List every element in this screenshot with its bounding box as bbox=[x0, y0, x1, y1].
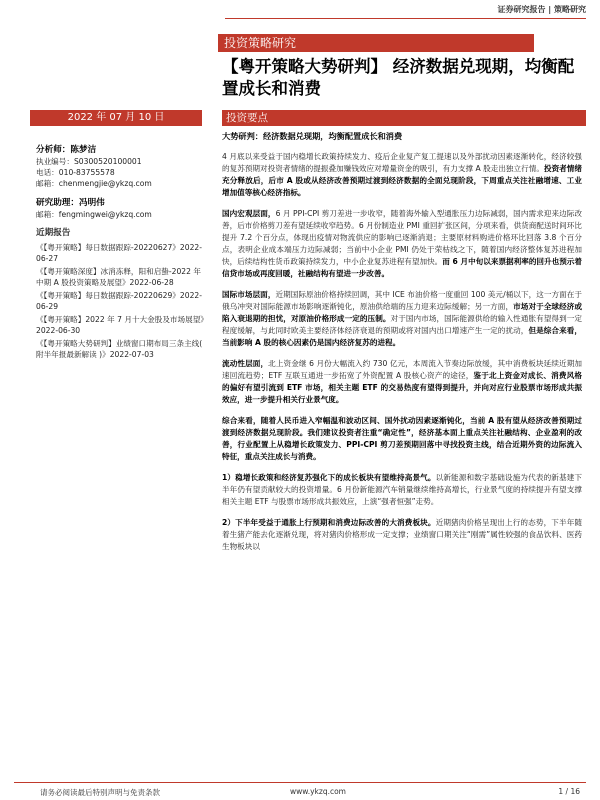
p2-text: 6 月 PPI-CPI 剪刀差进一步收窄，随着海外输入型通胀压力边际减弱，国内需求迎来边际改善，后市价格剪刀差有望延续收窄趋势。6 月份制造业 PMI 重回扩张区间，分项来看，供货商配送时间环比提升 7.2 个百分点，体现出疫情对物流供应的影响已逐渐消退；主要原材料购进价格环比回落 3.8 个百分点，表明企业成本端压力边际减弱；当前中小企业 PMI 仍处于荣枯线之下，随着国内经济整体复苏进程加快，后续结构性货币政策持续发力，中小企业复苏进程有望加快。 bbox=[222, 209, 583, 266]
page-number: 1 / 16 bbox=[558, 787, 580, 796]
assistant-label: 研究助理： bbox=[36, 198, 79, 208]
report-type-tag: 证券研究报告 | 策略研究 bbox=[497, 5, 586, 14]
disclaimer-text: 请务必阅读最后特别声明与免责条款 bbox=[40, 788, 160, 797]
analyst-label: 分析师： bbox=[36, 145, 71, 155]
p3-text: 近期国际原油价格持续回调，其中 ICE 布油价格一度重回 100 美元/桶以下，这一方面在于俄乌冲突对国际能源市场影响逐渐钝化，原油供给端的压力迎来边际缓解；另一方面， bbox=[222, 290, 583, 311]
page-footer bbox=[0, 782, 600, 800]
summary-headline: 大势研判：经济数据兑现期，均衡配置成长和消费 bbox=[222, 131, 403, 141]
analyst-cert: 执业编号：S0300520100001 bbox=[36, 157, 142, 166]
left-sidebar bbox=[36, 144, 208, 362]
footer-rule bbox=[14, 782, 586, 783]
p4-lead: 流动性层面， bbox=[222, 359, 269, 368]
website-link[interactable]: www.ykzq.com bbox=[290, 787, 346, 796]
p1-text: 4 月底以来受益于国内稳增长政策持续发力、疫后企业复产复工提速以及外部扰动因素逐渐转化，经济较强的复苏预期对投资者情绪的提振叠加赚钱效应对增量资金的吸引，有力支撑 A 股走出独立行情。 bbox=[222, 152, 582, 173]
p4-emphasis: 鉴于北上资金对成长、消费风格的偏好有望引流到 ETF 市场，相关主题 ETF 的交易热度有望得到提升，并向对应行业股票市场形成共振效应，进一步提升相关行业景气度。 bbox=[222, 371, 582, 404]
p5-emphasis: 综合来看，随着人民币进入窄幅温和波动区间、国外扰动因素逐渐钝化，当前 A 股有望从经济改善预期过渡到经济数据兑现阶段。我们建议投资者注重“确定性”，经济基本面上重点关注社融结构、企业盈利的改善，行业配置上从稳增长政策发力、PPI-CPI 剪刀差预期回落中寻找投资主线，结合近期外资的边际流入特征，重点关注成长与消费。 bbox=[222, 416, 582, 461]
p2-lead: 国内宏观层面， bbox=[222, 209, 276, 218]
p4-text: 北上资金继 6 月份大幅流入约 730 亿元，本周流入节奏边际放缓，其中消费板块延续近期加速回流趋势；ETF 互联互通进一步拓宽了外资配置 A 股核心资产的途径， bbox=[222, 359, 583, 380]
p6-emphasis: 1）稳增长政策和经济复苏强化下的成长板块有望维持高景气。 bbox=[222, 473, 436, 482]
top-header bbox=[0, 0, 600, 20]
p2-emphasis: 而 6 月中旬以来票据利率的回升也预示着信贷市场或再度回暖，社融结构有望进一步改善。 bbox=[222, 257, 583, 278]
section-header: 投资要点 bbox=[222, 110, 586, 126]
analyst-block bbox=[36, 144, 208, 189]
p3-emphasis: 市场对于全球经济或陷入衰退期的担忧，对原油价格形成一定的压制。 bbox=[222, 302, 583, 323]
analyst-email: 邮箱：chenmengjie@ykzq.com bbox=[36, 179, 152, 188]
analyst-phone: 电话：010-83755578 bbox=[36, 168, 115, 177]
report-title: 【粤开策略大势研判】 经济数据兑现期，均衡配置成长和消费 bbox=[222, 57, 575, 98]
p7-text: 近期猪肉价格呈现出上行的态势，下半年随着生猪产能去化逐渐兑现，将对猪肉价格形成一定支撑；业绩窗口期关注“刚需”属性较强的食品饮料、医药生物板块以 bbox=[222, 518, 583, 551]
assistant-email: 邮箱：fengmingwei@ykzq.com bbox=[36, 210, 152, 219]
paragraph-4 bbox=[222, 358, 582, 406]
recent-report-item[interactable]: 《【粤开策略】每日数据跟踪-20220627》2022-06-27 bbox=[36, 243, 202, 263]
assistant-block bbox=[36, 197, 208, 220]
paragraph-7 bbox=[222, 517, 582, 553]
paragraph-3 bbox=[222, 289, 582, 349]
recent-report-item[interactable]: 《【粤开策略】2022 年 7 月十大金股及市场展望》2022-06-30 bbox=[36, 315, 208, 335]
analyst-name: 陈梦洁 bbox=[70, 145, 97, 155]
p1-emphasis: 投资者情绪充分释放后，后市 A 股或从经济改善预期过渡到经济数据的全面兑现阶段，下周重点关注社融增速、工业增加值等核心经济指标。 bbox=[222, 164, 582, 197]
p3-emphasis-2: 但是综合来看，当前影响 A 股的核心因素仍是国内经济复苏的进程。 bbox=[222, 326, 582, 347]
category-banner: 投资策略研究 bbox=[218, 34, 534, 52]
recent-report-item[interactable]: 《【粤开策略大势研判】业绩窗口期布局三条主线( 附半年报最新解读 )》2022-07-03 bbox=[36, 339, 203, 359]
recent-reports-heading: 近期报告 bbox=[36, 228, 71, 238]
p3-lead: 国际市场层面， bbox=[222, 290, 276, 299]
p7-emphasis: 2）下半年受益于通胀上行预期和消费边际改善的大消费板块。 bbox=[222, 518, 436, 527]
main-content bbox=[222, 130, 582, 562]
recent-report-item[interactable]: 《【粤开策略】每日数据跟踪-20220629》2022-06-29 bbox=[36, 291, 202, 311]
assistant-name: 冯明伟 bbox=[78, 198, 105, 208]
recent-report-item[interactable]: 《【粤开策略深度】冰消冻释，阳和启蛰-2022 年中期 A 股投资策略及展望》2022-06-28 bbox=[36, 267, 201, 287]
paragraph-1 bbox=[222, 151, 582, 199]
p6-text: 以新能源和数字基础设施为代表的新基建下半年仍有望贡献较大的投资增量。6 月份新能源汽车销量继续维持高增长，行业景气度的持续提升有望支撑相关主题 ETF 与股票市场形成共振效应，上演“强者恒强”走势。 bbox=[222, 473, 583, 506]
header-rule bbox=[225, 18, 586, 19]
paragraph-5 bbox=[222, 415, 582, 463]
report-date: 2022 年 07 月 10 日 bbox=[30, 110, 202, 126]
p3-text-2: 对于国内市场，国际能源供给的输入性通胀有望得到一定程度缓解，与此同时欧美主要经济体经济衰退的预期或将对国内出口增速产生一定的扰动， bbox=[222, 314, 583, 335]
paragraph-2 bbox=[222, 208, 582, 280]
paragraph-6 bbox=[222, 472, 582, 508]
